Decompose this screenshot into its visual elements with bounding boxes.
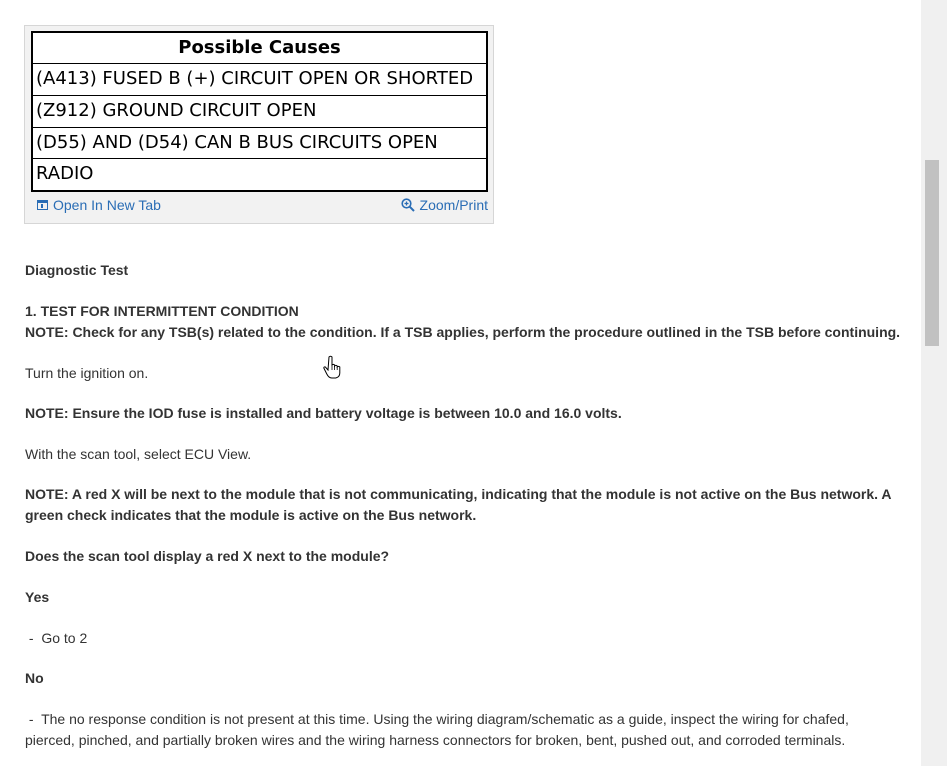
answer-no-label: No	[25, 670, 44, 686]
possible-causes-figure	[24, 25, 494, 224]
table-header: Possible Causes	[178, 37, 341, 58]
note-iod-fuse: NOTE: Ensure the IOD fuse is installed and battery voltage is between 10.0 and 16.0 volts.	[25, 405, 622, 421]
table-row: RADIO	[33, 158, 486, 190]
note-red-x: NOTE: A red X will be next to the module that is not communicating, indicating that the module is not active on the Bus network. A green check indicates that the module is active on the Bus network.	[25, 486, 891, 523]
table-row: (A413) FUSED B (+) CIRCUIT OPEN OR SHORTED	[33, 63, 486, 95]
instruction-ignition: Turn the ignition on.	[25, 365, 149, 381]
open-in-new-tab-link[interactable]	[37, 197, 161, 213]
answer-no-action: - The no response condition is not present at this time. Using the wiring diagram/schematic as a guide, inspect the wiring for chafed, pierced, pinched, and partially broken wires and the wiring harness connectors for broken, bent, pushed out, and corroded terminals.	[25, 711, 853, 748]
figure-actions	[31, 197, 488, 217]
note-tsb: NOTE: Check for any TSB(s) related to the condition. If a TSB applies, perform the procedure outlined in the TSB before continuing.	[25, 324, 901, 340]
zoom-print-label: Zoom/Print	[419, 197, 488, 213]
zoom-icon	[401, 198, 415, 212]
open-new-tab-icon	[37, 200, 48, 210]
vertical-scrollbar[interactable]	[921, 0, 947, 766]
table-row: (Z912) GROUND CIRCUIT OPEN	[33, 95, 486, 127]
scrollbar-thumb[interactable]	[925, 160, 939, 346]
table-row: (D55) AND (D54) CAN B BUS CIRCUITS OPEN	[33, 127, 486, 159]
question: Does the scan tool display a red X next to the module?	[25, 548, 390, 564]
answer-yes-label: Yes	[25, 589, 50, 605]
instruction-ecu-view: With the scan tool, select ECU View.	[25, 446, 252, 462]
section-heading: Diagnostic Test	[25, 262, 129, 278]
step-title: 1. TEST FOR INTERMITTENT CONDITION	[25, 303, 299, 319]
hand-cursor-icon	[323, 355, 341, 384]
possible-causes-table	[31, 31, 488, 192]
answer-yes-action: - Go to 2	[25, 630, 88, 646]
zoom-print-link[interactable]	[401, 197, 488, 213]
open-in-new-tab-label: Open In New Tab	[53, 197, 161, 213]
